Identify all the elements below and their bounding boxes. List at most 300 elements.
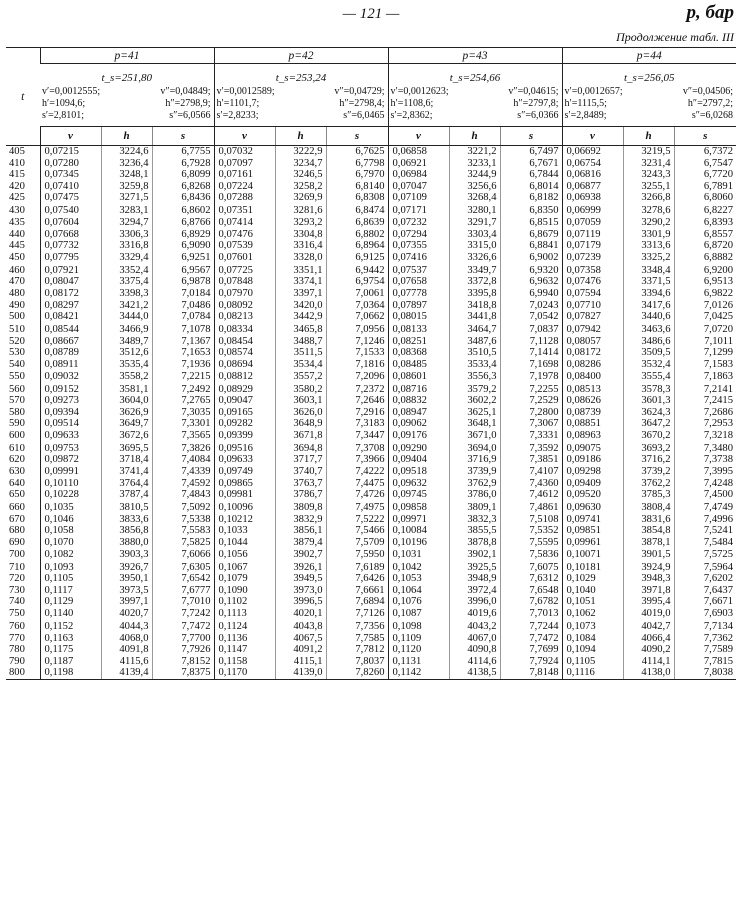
enthalpy-cell: 3395,8	[449, 288, 500, 300]
enthalpy-cell: 4138,0	[623, 667, 674, 679]
specific-volume-cell: 0,07725	[214, 265, 275, 277]
enthalpy-cell: 3246,5	[275, 169, 326, 181]
specific-volume-cell: 0,1098	[388, 621, 449, 633]
entropy-cell: 7,1011	[674, 336, 736, 348]
entropy-cell: 6,7755	[152, 146, 214, 158]
column-label-v: v	[562, 127, 623, 146]
enthalpy-cell: 3510,5	[449, 347, 500, 359]
specific-volume-cell: 0,07540	[40, 205, 101, 217]
specific-volume-cell: 0,1073	[562, 621, 623, 633]
entropy-cell: 7,6189	[326, 562, 388, 574]
entropy-cell: 7,2096	[326, 371, 388, 384]
entropy-cell: 7,5241	[674, 525, 736, 537]
entropy-cell: 6,9251	[152, 252, 214, 265]
enthalpy-cell: 3694,0	[449, 443, 500, 455]
enthalpy-cell: 4139,0	[275, 667, 326, 679]
entropy-cell: 7,0184	[152, 288, 214, 300]
temperature-cell: 670	[9, 513, 25, 525]
saturation-value: h′=1108,6;	[390, 98, 434, 109]
column-label-s: s	[326, 127, 388, 146]
specific-volume-cell: 0,08297	[40, 300, 101, 312]
specific-volume-cell: 0,09409	[562, 478, 623, 490]
entropy-cell: 7,4107	[500, 466, 562, 478]
enthalpy-cell: 3556,3	[449, 371, 500, 384]
temperature-cell: 750	[9, 608, 25, 619]
entropy-cell: 6,7891	[674, 181, 736, 193]
table-row	[6, 205, 736, 217]
table-row	[6, 466, 736, 478]
specific-volume-cell: 0,07537	[388, 265, 449, 277]
entropy-cell: 7,5092	[152, 502, 214, 514]
specific-volume-cell: 0,1056	[214, 549, 275, 562]
saturation-temp-row	[6, 64, 736, 85]
table-row	[6, 169, 736, 181]
column-label-h: h	[449, 127, 500, 146]
enthalpy-cell: 3532,4	[623, 359, 674, 371]
entropy-cell: 7,2415	[674, 395, 736, 407]
enthalpy-cell: 3489,7	[101, 336, 152, 348]
enthalpy-cell: 3316,8	[101, 240, 152, 252]
enthalpy-cell: 3740,7	[275, 466, 326, 478]
temperature-cell: 440	[9, 228, 25, 240]
table-row	[6, 276, 736, 288]
column-label-v: v	[388, 127, 449, 146]
saturation-pair	[40, 98, 214, 110]
enthalpy-cell: 3244,9	[449, 169, 500, 181]
saturation-value: s″=6,0465	[343, 110, 385, 121]
enthalpy-cell: 3764,4	[101, 478, 152, 490]
specific-volume-cell: 0,1129	[40, 596, 101, 608]
enthalpy-cell: 3717,7	[275, 454, 326, 466]
entropy-cell: 7,6671	[674, 596, 736, 608]
temperature-cell: 405	[9, 146, 25, 157]
specific-volume-cell: 0,1082	[40, 549, 101, 562]
enthalpy-cell: 3256,6	[449, 181, 500, 193]
entropy-cell: 6,8639	[326, 217, 388, 229]
enthalpy-cell: 3670,2	[623, 430, 674, 443]
saturation-value: h′=1094,6;	[42, 98, 86, 109]
specific-volume-cell: 0,10212	[214, 514, 275, 526]
specific-volume-cell: 0,07171	[388, 205, 449, 217]
pressure-header: p=44	[562, 48, 736, 64]
enthalpy-cell: 3902,1	[449, 549, 500, 562]
enthalpy-cell: 3397,1	[275, 288, 326, 300]
saturation-value: v″=0,04729;	[334, 86, 385, 97]
enthalpy-cell: 3832,3	[449, 514, 500, 526]
enthalpy-cell: 3809,8	[275, 502, 326, 514]
enthalpy-cell: 4066,4	[623, 633, 674, 645]
specific-volume-cell: 0,08667	[40, 336, 101, 348]
saturation-temp: t_s=251,80	[101, 72, 152, 84]
specific-volume-cell: 0,07897	[388, 300, 449, 312]
enthalpy-cell: 3625,1	[449, 407, 500, 419]
specific-volume-cell: 0,1042	[388, 562, 449, 574]
saturation-pair	[563, 98, 737, 110]
enthalpy-cell: 3293,2	[275, 217, 326, 229]
table-row	[6, 454, 736, 466]
entropy-cell: 7,8148	[500, 667, 562, 679]
enthalpy-cell: 3221,2	[449, 146, 500, 158]
specific-volume-cell: 0,08832	[388, 395, 449, 407]
specific-volume-cell: 0,1147	[214, 644, 275, 656]
entropy-cell: 6,8929	[152, 229, 214, 241]
entropy-cell: 7,3035	[152, 407, 214, 419]
column-label-h: h	[275, 127, 326, 146]
continuation-caption: Продолжение табл. III	[616, 30, 734, 44]
temperature-cell: 790	[9, 655, 25, 667]
table-row	[6, 633, 736, 645]
specific-volume-cell: 0,06858	[388, 146, 449, 158]
entropy-cell: 6,8060	[674, 192, 736, 205]
entropy-cell: 7,2686	[674, 407, 736, 419]
pressure-header: p=43	[388, 48, 562, 64]
saturation-value: h″=2797,2;	[687, 98, 734, 109]
saturation-value: v′=0,0012555;	[42, 86, 101, 97]
entropy-cell: 7,2529	[500, 395, 562, 407]
specific-volume-cell: 0,07288	[214, 192, 275, 205]
enthalpy-cell: 4068,0	[101, 633, 152, 645]
specific-volume-cell: 0,07732	[40, 240, 101, 252]
specific-volume-cell: 0,07604	[40, 217, 101, 229]
table-row	[6, 240, 736, 252]
enthalpy-cell: 3925,5	[449, 562, 500, 574]
entropy-cell: 7,1299	[674, 347, 736, 359]
entropy-cell: 6,7547	[674, 158, 736, 170]
specific-volume-cell: 0,1105	[562, 656, 623, 668]
saturation-value: v″=0,04615;	[508, 86, 559, 97]
specific-volume-cell: 0,08057	[562, 336, 623, 348]
specific-volume-cell: 0,08047	[40, 276, 101, 288]
enthalpy-cell: 3268,4	[449, 192, 500, 205]
enthalpy-cell: 4067,5	[275, 633, 326, 645]
table-row	[6, 514, 736, 526]
entropy-cell: 7,7362	[674, 633, 736, 645]
entropy-cell: 7,0243	[500, 300, 562, 312]
temperature-cell: 550	[9, 370, 25, 382]
enthalpy-cell: 3601,3	[623, 395, 674, 407]
entropy-cell: 6,9442	[326, 265, 388, 277]
specific-volume-cell: 0,08929	[214, 384, 275, 396]
table-row	[6, 430, 736, 443]
enthalpy-cell: 3248,1	[101, 169, 152, 181]
specific-volume-cell: 0,09961	[562, 537, 623, 549]
specific-volume-cell: 0,07970	[214, 288, 275, 300]
entropy-cell: 7,2916	[326, 407, 388, 419]
enthalpy-cell: 3924,9	[623, 562, 674, 574]
specific-volume-cell: 0,07032	[214, 146, 275, 158]
specific-volume-cell: 0,1070	[40, 537, 101, 549]
entropy-cell: 6,7497	[500, 146, 562, 158]
t-column-header: t	[6, 48, 40, 146]
specific-volume-cell: 0,07410	[40, 181, 101, 193]
enthalpy-cell: 3973,0	[275, 585, 326, 597]
entropy-cell: 7,3738	[674, 454, 736, 466]
table-row	[6, 596, 736, 608]
entropy-cell: 7,7134	[674, 621, 736, 633]
entropy-cell: 7,8038	[674, 667, 736, 679]
entropy-cell: 7,4749	[674, 502, 736, 514]
specific-volume-cell: 0,09630	[562, 502, 623, 514]
specific-volume-cell: 0,07280	[40, 158, 101, 170]
enthalpy-cell: 4043,8	[275, 621, 326, 633]
enthalpy-cell: 3996,0	[449, 596, 500, 608]
specific-volume-cell: 0,08015	[388, 311, 449, 324]
enthalpy-cell: 3580,2	[275, 384, 326, 396]
saturation-pair	[215, 98, 388, 110]
specific-volume-cell: 0,08789	[40, 347, 101, 359]
specific-volume-cell: 0,1040	[562, 585, 623, 597]
entropy-cell: 7,0126	[674, 300, 736, 312]
enthalpy-cell: 3236,4	[101, 158, 152, 170]
page-number: — 121 —	[342, 6, 400, 22]
specific-volume-cell: 0,1067	[214, 562, 275, 574]
specific-volume-cell: 0,1064	[388, 585, 449, 597]
entropy-cell: 7,6202	[674, 573, 736, 585]
entropy-cell: 7,6437	[674, 585, 736, 597]
enthalpy-cell: 3971,8	[623, 585, 674, 597]
temperature-cell: 445	[9, 240, 25, 252]
specific-volume-cell: 0,07539	[214, 240, 275, 252]
temperature-cell: 420	[9, 180, 25, 192]
specific-volume-cell: 0,06984	[388, 169, 449, 181]
specific-volume-cell: 0,10071	[562, 549, 623, 562]
entropy-cell: 7,4248	[674, 478, 736, 490]
enthalpy-cell: 3283,1	[101, 205, 152, 217]
table-row	[6, 407, 736, 419]
entropy-cell: 7,7926	[152, 644, 214, 656]
entropy-cell: 7,7244	[500, 621, 562, 633]
temperature-cell: 650	[9, 489, 25, 501]
temperature-cell: 530	[9, 347, 25, 359]
specific-volume-cell: 0,08601	[388, 371, 449, 384]
entropy-cell: 6,8182	[500, 192, 562, 205]
specific-volume-cell: 0,08626	[562, 395, 623, 407]
temperature-cell: 720	[9, 573, 25, 585]
column-label-s: s	[674, 127, 736, 146]
specific-volume-cell: 0,09186	[562, 454, 623, 466]
specific-volume-cell: 0,07601	[214, 252, 275, 265]
enthalpy-cell: 3280,1	[449, 205, 500, 217]
entropy-cell: 7,6782	[500, 596, 562, 608]
specific-volume-cell: 0,1087	[388, 608, 449, 621]
temperature-cell: 730	[9, 584, 25, 596]
column-label-row	[6, 127, 736, 146]
temperature-cell: 500	[9, 311, 25, 323]
specific-volume-cell: 0,08133	[388, 324, 449, 336]
entropy-cell: 7,3480	[674, 443, 736, 455]
enthalpy-cell: 3464,7	[449, 324, 500, 336]
enthalpy-cell: 3626,0	[275, 407, 326, 419]
specific-volume-cell: 0,08851	[562, 418, 623, 430]
specific-volume-cell: 0,09404	[388, 454, 449, 466]
specific-volume-cell: 0,09516	[214, 443, 275, 455]
enthalpy-cell: 3555,4	[623, 371, 674, 384]
specific-volume-cell: 0,1136	[214, 633, 275, 645]
enthalpy-cell: 3349,7	[449, 265, 500, 277]
specific-volume-cell: 0,10228	[40, 489, 101, 502]
entropy-cell: 7,6066	[152, 549, 214, 562]
enthalpy-cell: 3535,4	[101, 359, 152, 371]
enthalpy-cell: 3856,1	[275, 525, 326, 537]
temperature-cell: 780	[9, 644, 25, 656]
enthalpy-cell: 4020,7	[101, 608, 152, 621]
entropy-cell: 6,9754	[326, 276, 388, 288]
saturation-values	[214, 84, 388, 127]
entropy-cell: 7,7010	[152, 596, 214, 608]
entropy-cell: 6,8350	[500, 205, 562, 217]
specific-volume-cell: 0,07119	[562, 229, 623, 241]
enthalpy-cell: 4090,2	[623, 644, 674, 656]
specific-volume-cell: 0,1109	[388, 633, 449, 645]
enthalpy-cell: 3219,5	[623, 146, 674, 158]
specific-volume-cell: 0,07848	[214, 276, 275, 288]
enthalpy-cell: 4044,3	[101, 621, 152, 633]
entropy-cell: 7,4084	[152, 454, 214, 466]
specific-volume-cell: 0,09520	[562, 489, 623, 502]
specific-volume-cell: 0,08286	[562, 359, 623, 371]
specific-volume-cell: 0,09165	[214, 407, 275, 419]
specific-volume-cell: 0,08513	[562, 384, 623, 396]
entropy-cell: 7,2255	[500, 384, 562, 396]
temperature-cell: 760	[9, 621, 25, 632]
column-label-h: h	[101, 127, 152, 146]
entropy-cell: 6,7372	[674, 146, 736, 158]
entropy-cell: 7,6426	[326, 573, 388, 585]
enthalpy-cell: 3878,8	[449, 537, 500, 549]
specific-volume-cell: 0,08485	[388, 359, 449, 371]
enthalpy-cell: 3303,4	[449, 229, 500, 241]
saturation-pair	[563, 110, 737, 122]
specific-volume-cell: 0,1140	[40, 608, 101, 621]
enthalpy-cell: 3762,9	[449, 478, 500, 490]
entropy-cell: 6,7625	[326, 146, 388, 158]
specific-volume-cell: 0,1079	[214, 573, 275, 585]
table-row	[6, 656, 736, 668]
entropy-cell: 7,7585	[326, 633, 388, 645]
table-row	[6, 359, 736, 371]
entropy-cell: 7,8375	[152, 667, 214, 679]
entropy-cell: 7,0486	[152, 300, 214, 312]
enthalpy-cell: 3649,7	[101, 418, 152, 430]
entropy-cell: 6,9822	[674, 288, 736, 300]
entropy-cell: 7,5950	[326, 549, 388, 562]
enthalpy-cell: 3855,5	[449, 525, 500, 537]
enthalpy-cell: 3316,4	[275, 240, 326, 252]
entropy-cell: 7,7924	[500, 656, 562, 668]
temperature-cell: 770	[9, 632, 25, 644]
enthalpy-cell: 3511,5	[275, 347, 326, 359]
specific-volume-cell: 0,1093	[40, 562, 101, 574]
enthalpy-cell: 3291,7	[449, 217, 500, 229]
saturation-value: s″=6,0268	[691, 110, 734, 121]
entropy-cell: 7,4612	[500, 489, 562, 502]
entropy-cell: 7,0542	[500, 311, 562, 324]
enthalpy-cell: 3329,4	[101, 252, 152, 265]
enthalpy-cell: 3442,9	[275, 311, 326, 324]
specific-volume-cell: 0,1170	[214, 667, 275, 679]
temperature-cell: 480	[9, 287, 25, 299]
entropy-cell: 7,6894	[326, 596, 388, 608]
enthalpy-cell: 3808,4	[623, 502, 674, 514]
enthalpy-cell: 3534,4	[275, 359, 326, 371]
entropy-cell: 7,3067	[500, 418, 562, 430]
specific-volume-cell: 0,1158	[214, 656, 275, 668]
entropy-cell: 6,8557	[674, 229, 736, 241]
enthalpy-cell: 3372,8	[449, 276, 500, 288]
entropy-cell: 7,5725	[674, 549, 736, 562]
enthalpy-cell: 3856,8	[101, 525, 152, 537]
enthalpy-cell: 3578,3	[623, 384, 674, 396]
entropy-cell: 7,5709	[326, 537, 388, 549]
enthalpy-cell: 3294,7	[101, 217, 152, 229]
enthalpy-cell: 3488,7	[275, 336, 326, 348]
specific-volume-cell: 0,08963	[562, 430, 623, 443]
enthalpy-cell: 3786,7	[275, 489, 326, 502]
enthalpy-cell: 4020,1	[275, 608, 326, 621]
specific-volume-cell: 0,08172	[40, 288, 101, 300]
entropy-cell: 6,8227	[674, 205, 736, 217]
specific-volume-cell: 0,1113	[214, 608, 275, 621]
temperature-cell: 690	[9, 537, 25, 549]
enthalpy-cell: 4115,6	[101, 656, 152, 668]
specific-volume-cell: 0,07942	[562, 324, 623, 336]
specific-volume-cell: 0,06999	[562, 205, 623, 217]
enthalpy-cell: 3222,9	[275, 146, 326, 158]
enthalpy-cell: 3487,6	[449, 336, 500, 348]
enthalpy-cell: 3243,3	[623, 169, 674, 181]
enthalpy-cell: 3301,9	[623, 229, 674, 241]
enthalpy-cell: 3716,2	[623, 454, 674, 466]
entropy-cell: 6,8474	[326, 205, 388, 217]
specific-volume-cell: 0,1175	[40, 644, 101, 656]
enthalpy-cell: 3995,4	[623, 596, 674, 608]
specific-volume-cell: 0,10110	[40, 478, 101, 490]
enthalpy-cell: 3973,5	[101, 585, 152, 597]
entropy-cell: 7,3995	[674, 466, 736, 478]
specific-volume-cell: 0,1163	[40, 633, 101, 645]
entropy-cell: 7,4861	[500, 502, 562, 514]
enthalpy-cell: 3440,6	[623, 311, 674, 324]
specific-volume-cell: 0,06692	[562, 146, 623, 158]
entropy-cell: 7,1583	[674, 359, 736, 371]
entropy-cell: 7,1246	[326, 336, 388, 348]
entropy-cell: 7,5108	[500, 514, 562, 526]
table-row	[6, 418, 736, 430]
table-row	[6, 573, 736, 585]
pressure-row	[6, 48, 736, 64]
entropy-cell: 6,8393	[674, 217, 736, 229]
table-row	[6, 336, 736, 348]
entropy-cell: 6,9513	[674, 276, 736, 288]
temperature-cell: 600	[9, 429, 25, 441]
temperature-cell: 410	[9, 157, 25, 169]
specific-volume-cell: 0,08911	[40, 359, 101, 371]
entropy-cell: 7,0364	[326, 300, 388, 312]
saturation-values	[562, 84, 736, 127]
saturation-pair	[389, 98, 562, 110]
entropy-cell: 6,8140	[326, 181, 388, 193]
entropy-cell: 7,4592	[152, 478, 214, 490]
specific-volume-cell: 0,07795	[40, 252, 101, 265]
specific-volume-cell: 0,09399	[214, 430, 275, 443]
enthalpy-cell: 3604,0	[101, 395, 152, 407]
entropy-cell: 7,1078	[152, 324, 214, 336]
specific-volume-cell: 0,1116	[562, 667, 623, 679]
enthalpy-cell: 3444,0	[101, 311, 152, 324]
enthalpy-cell: 3224,6	[101, 146, 152, 158]
entropy-cell: 7,2492	[152, 384, 214, 396]
table-row	[6, 549, 736, 562]
